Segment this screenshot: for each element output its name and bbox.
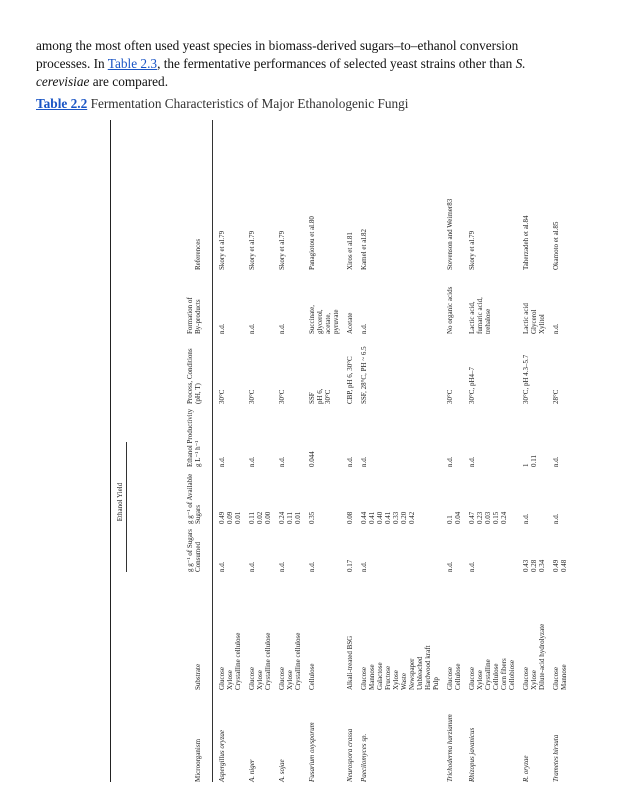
row-conditions: 30°C bbox=[218, 389, 226, 404]
header-references: References bbox=[194, 238, 202, 270]
intro-italic: cerevisiae bbox=[36, 74, 90, 89]
row-yield-consumed: 0.43 bbox=[522, 559, 530, 572]
row-substrate: Fructose bbox=[384, 665, 392, 690]
row-yield-available: 0.41 bbox=[368, 511, 376, 524]
row-substrate: Glucose bbox=[446, 667, 454, 690]
row-microorganism: A. niger bbox=[248, 759, 256, 782]
row-microorganism: A. sojae bbox=[278, 759, 286, 782]
row-reference: Okamoto et al.85 bbox=[552, 221, 560, 270]
rotated-table-frame bbox=[108, 120, 568, 782]
table-top-rule bbox=[110, 120, 111, 782]
table-2-2-link[interactable]: Table 2.2 bbox=[36, 96, 88, 111]
row-substrate: Pulp bbox=[432, 677, 440, 690]
row-substrate: Waste bbox=[400, 673, 408, 690]
row-reference: Kamel et al.82 bbox=[360, 228, 368, 270]
row-yield-available: 0.24 bbox=[278, 511, 286, 524]
header-conditions: Process, Conditions bbox=[186, 348, 194, 404]
fermentation-table bbox=[108, 120, 568, 782]
row-byproducts: n.d. bbox=[552, 323, 560, 334]
row-productivity: n.d. bbox=[552, 456, 560, 467]
row-microorganism: Neurospora crassa bbox=[346, 728, 354, 782]
row-yield-available: 0.40 bbox=[376, 511, 384, 524]
row-yield-consumed: 0.49 bbox=[552, 559, 560, 572]
row-yield-consumed: 0.17 bbox=[346, 559, 354, 572]
header-substrate: Substrate bbox=[194, 663, 202, 690]
row-substrate: Crystalline cellulose bbox=[294, 632, 302, 690]
row-yield-available: n.d. bbox=[522, 513, 530, 524]
row-yield-available: 0.03 bbox=[484, 511, 492, 524]
table-2-3-link[interactable]: Table 2.3 bbox=[107, 56, 158, 71]
row-substrate: Newspaper bbox=[408, 658, 416, 690]
row-substrate: Unbleached bbox=[416, 656, 424, 690]
row-substrate: Cellulose bbox=[308, 663, 316, 690]
intro-text: , the fermentative performances of selected yeast strains other than bbox=[157, 56, 516, 71]
row-productivity: n.d. bbox=[360, 456, 368, 467]
row-yield-available: 0.00 bbox=[264, 511, 272, 524]
intro-text: are compared. bbox=[89, 74, 169, 89]
row-yield-available: 0.41 bbox=[384, 511, 392, 524]
intro-line-2 bbox=[36, 55, 596, 73]
row-yield-available: 0.35 bbox=[308, 511, 316, 524]
row-substrate: Mannose bbox=[560, 664, 568, 690]
row-conditions: 30°C, pH4–7 bbox=[468, 366, 476, 404]
row-substrate: Glucose bbox=[522, 667, 530, 690]
ethanol-yield-rule bbox=[126, 442, 127, 572]
row-yield-consumed: n.d. bbox=[308, 561, 316, 572]
row-substrate: Crystalline cellulose bbox=[234, 632, 242, 690]
row-substrate: Glucose bbox=[360, 667, 368, 690]
row-conditions: SSF, 28°C, PH ~ 6.5 bbox=[360, 346, 368, 404]
row-productivity: 0.11 bbox=[530, 455, 538, 467]
header-byproducts: Formation of bbox=[186, 297, 194, 334]
row-substrate: Cellulose bbox=[454, 663, 462, 690]
row-productivity: 1 bbox=[522, 463, 530, 467]
row-substrate: Glucose bbox=[552, 667, 560, 690]
header-productivity: g L⁻¹ h⁻¹ bbox=[194, 440, 202, 467]
header-conditions: (pH, T) bbox=[194, 383, 202, 404]
intro-line-1: among the most often used yeast species in biomass-derived sugars–to–ethanol conversion bbox=[36, 38, 519, 53]
row-substrate: Xylose bbox=[286, 670, 294, 690]
row-conditions: SSF bbox=[308, 392, 316, 404]
row-substrate: Dilute-acid hydrolyzate bbox=[538, 623, 546, 690]
row-yield-available: 0.49 bbox=[218, 511, 226, 524]
row-reference: Panagiotou et al.80 bbox=[308, 216, 316, 270]
row-productivity: n.d. bbox=[278, 456, 286, 467]
row-yield-available: 0.11 bbox=[248, 512, 256, 524]
row-conditions: 28°C bbox=[552, 389, 560, 404]
table-title: Fermentation Characteristics of Major Ethanologenic Fungi bbox=[90, 96, 409, 111]
header-yield-available: Sugars bbox=[194, 504, 202, 524]
row-productivity: n.d. bbox=[218, 456, 226, 467]
row-productivity: n.d. bbox=[248, 456, 256, 467]
row-conditions: 30°C, pH 4.3–5.7 bbox=[522, 354, 530, 404]
row-yield-consumed: 0.48 bbox=[560, 559, 568, 572]
row-reference: Skory et al.79 bbox=[248, 230, 256, 270]
header-rule bbox=[212, 120, 213, 782]
row-substrate: Glucose bbox=[218, 667, 226, 690]
row-yield-consumed: n.d. bbox=[218, 561, 226, 572]
row-substrate: Hardwood kraft bbox=[424, 645, 432, 690]
ethanol-yield-group-header: Ethanol Yield bbox=[116, 482, 124, 522]
row-byproducts: Acetate bbox=[346, 312, 354, 334]
row-byproducts: n.d. bbox=[248, 323, 256, 334]
row-substrate: Xylose bbox=[256, 670, 264, 690]
row-microorganism: R. oryzae bbox=[522, 755, 530, 782]
row-byproducts: acetate, bbox=[324, 312, 332, 334]
row-yield-consumed: 0.34 bbox=[538, 559, 546, 572]
row-byproducts: Lactic acid, bbox=[468, 301, 476, 334]
row-conditions: 30°C bbox=[446, 389, 454, 404]
row-reference: Skory et al.79 bbox=[468, 230, 476, 270]
row-yield-consumed: n.d. bbox=[468, 561, 476, 572]
row-reference: Stevenson and Weimer83 bbox=[446, 198, 454, 270]
intro-italic: S. bbox=[515, 56, 526, 71]
row-microorganism: Fusarium oxysporum bbox=[308, 722, 316, 782]
row-substrate: Crystalline cellulose bbox=[264, 632, 272, 690]
row-microorganism: Paecilomyces sp. bbox=[360, 733, 368, 782]
row-yield-available: 0.04 bbox=[454, 511, 462, 524]
row-yield-available: 0.02 bbox=[256, 511, 264, 524]
row-yield-available: 0.24 bbox=[500, 511, 508, 524]
row-yield-consumed: n.d. bbox=[248, 561, 256, 572]
row-conditions: 30°C bbox=[324, 389, 332, 404]
row-substrate: Xylose bbox=[530, 670, 538, 690]
row-yield-available: n.d. bbox=[552, 513, 560, 524]
header-microorganism: Microorganism bbox=[194, 738, 202, 782]
row-microorganism: Trametes hirsuta bbox=[552, 734, 560, 782]
row-yield-available: 0.20 bbox=[400, 511, 408, 524]
header-productivity: Ethanol Productivity bbox=[186, 408, 194, 467]
row-productivity: n.d. bbox=[346, 456, 354, 467]
row-byproducts: trehalose bbox=[484, 308, 492, 334]
row-yield-consumed: 0.28 bbox=[530, 559, 538, 572]
row-yield-available: 0.08 bbox=[346, 511, 354, 524]
row-conditions: 30°C bbox=[278, 389, 286, 404]
row-yield-available: 0.01 bbox=[294, 511, 302, 524]
row-yield-available: 0.09 bbox=[226, 511, 234, 524]
row-substrate: Corn fibers bbox=[500, 658, 508, 690]
row-yield-consumed: n.d. bbox=[278, 561, 286, 572]
row-byproducts: Glycerol bbox=[530, 309, 538, 334]
row-conditions: CBP, pH 6, 30°C bbox=[346, 356, 354, 404]
intro-paragraph bbox=[36, 37, 596, 91]
row-substrate: Glucose bbox=[248, 667, 256, 690]
row-conditions: pH 6, bbox=[316, 388, 324, 404]
table-caption bbox=[36, 96, 409, 112]
header-yield-consumed: Consumed bbox=[194, 542, 202, 572]
row-microorganism: Rhizopus javanicus bbox=[468, 727, 476, 782]
row-yield-available: 0.11 bbox=[286, 512, 294, 524]
row-reference: Skory et al.79 bbox=[278, 230, 286, 270]
row-yield-available: 0.1 bbox=[446, 515, 454, 524]
row-byproducts: n.d. bbox=[218, 323, 226, 334]
row-substrate: Glucose bbox=[468, 667, 476, 690]
row-substrate: Galactose bbox=[376, 662, 384, 690]
intro-text: processes. In bbox=[36, 56, 108, 71]
row-byproducts: n.d. bbox=[278, 323, 286, 334]
row-microorganism: Trichoderma harzianum bbox=[446, 714, 454, 782]
header-yield-consumed: g g⁻¹ of Sugars bbox=[186, 529, 194, 572]
header-yield-available: g g⁻¹ of Available bbox=[186, 473, 194, 524]
row-yield-available: 0.23 bbox=[476, 511, 484, 524]
row-substrate: Xylose bbox=[476, 670, 484, 690]
row-yield-available: 0.42 bbox=[408, 511, 416, 524]
row-substrate: Xylose bbox=[226, 670, 234, 690]
row-reference: Xiros et al.81 bbox=[346, 232, 354, 270]
row-microorganism: Aspergillus oryzae bbox=[218, 729, 226, 782]
row-conditions: 30°C bbox=[248, 389, 256, 404]
row-yield-consumed: n.d. bbox=[360, 561, 368, 572]
row-yield-consumed: n.d. bbox=[446, 561, 454, 572]
row-yield-available: 0.01 bbox=[234, 511, 242, 524]
row-substrate: Crystalline bbox=[484, 659, 492, 690]
intro-line-3 bbox=[36, 73, 596, 91]
row-byproducts: No organic acids bbox=[446, 286, 454, 334]
row-reference: Taherzadeh et al.84 bbox=[522, 215, 530, 270]
row-byproducts: Xylitol bbox=[538, 314, 546, 334]
row-reference: Skory et al.79 bbox=[218, 230, 226, 270]
row-yield-available: 0.44 bbox=[360, 511, 368, 524]
row-substrate: Xylose bbox=[392, 670, 400, 690]
row-byproducts: fumaric acid, bbox=[476, 297, 484, 334]
row-yield-available: 0.33 bbox=[392, 511, 400, 524]
header-byproducts: By-products bbox=[194, 299, 202, 334]
row-byproducts: pyruvate bbox=[332, 309, 340, 334]
row-productivity: n.d. bbox=[468, 456, 476, 467]
row-substrate: Glucose bbox=[278, 667, 286, 690]
row-byproducts: glycerol, bbox=[316, 309, 324, 334]
row-yield-available: 0.15 bbox=[492, 511, 500, 524]
row-substrate: Cellobiose bbox=[508, 660, 516, 690]
row-byproducts: Succinate, bbox=[308, 305, 316, 334]
row-yield-available: 0.47 bbox=[468, 511, 476, 524]
row-substrate: Alkali-treated BSG bbox=[346, 635, 354, 690]
row-byproducts: n.d. bbox=[360, 323, 368, 334]
row-productivity: 0.044 bbox=[308, 451, 316, 467]
row-substrate: Mannose bbox=[368, 664, 376, 690]
row-productivity: n.d. bbox=[446, 456, 454, 467]
row-byproducts: Lactic acid bbox=[522, 303, 530, 334]
row-substrate: Cellulose bbox=[492, 663, 500, 690]
